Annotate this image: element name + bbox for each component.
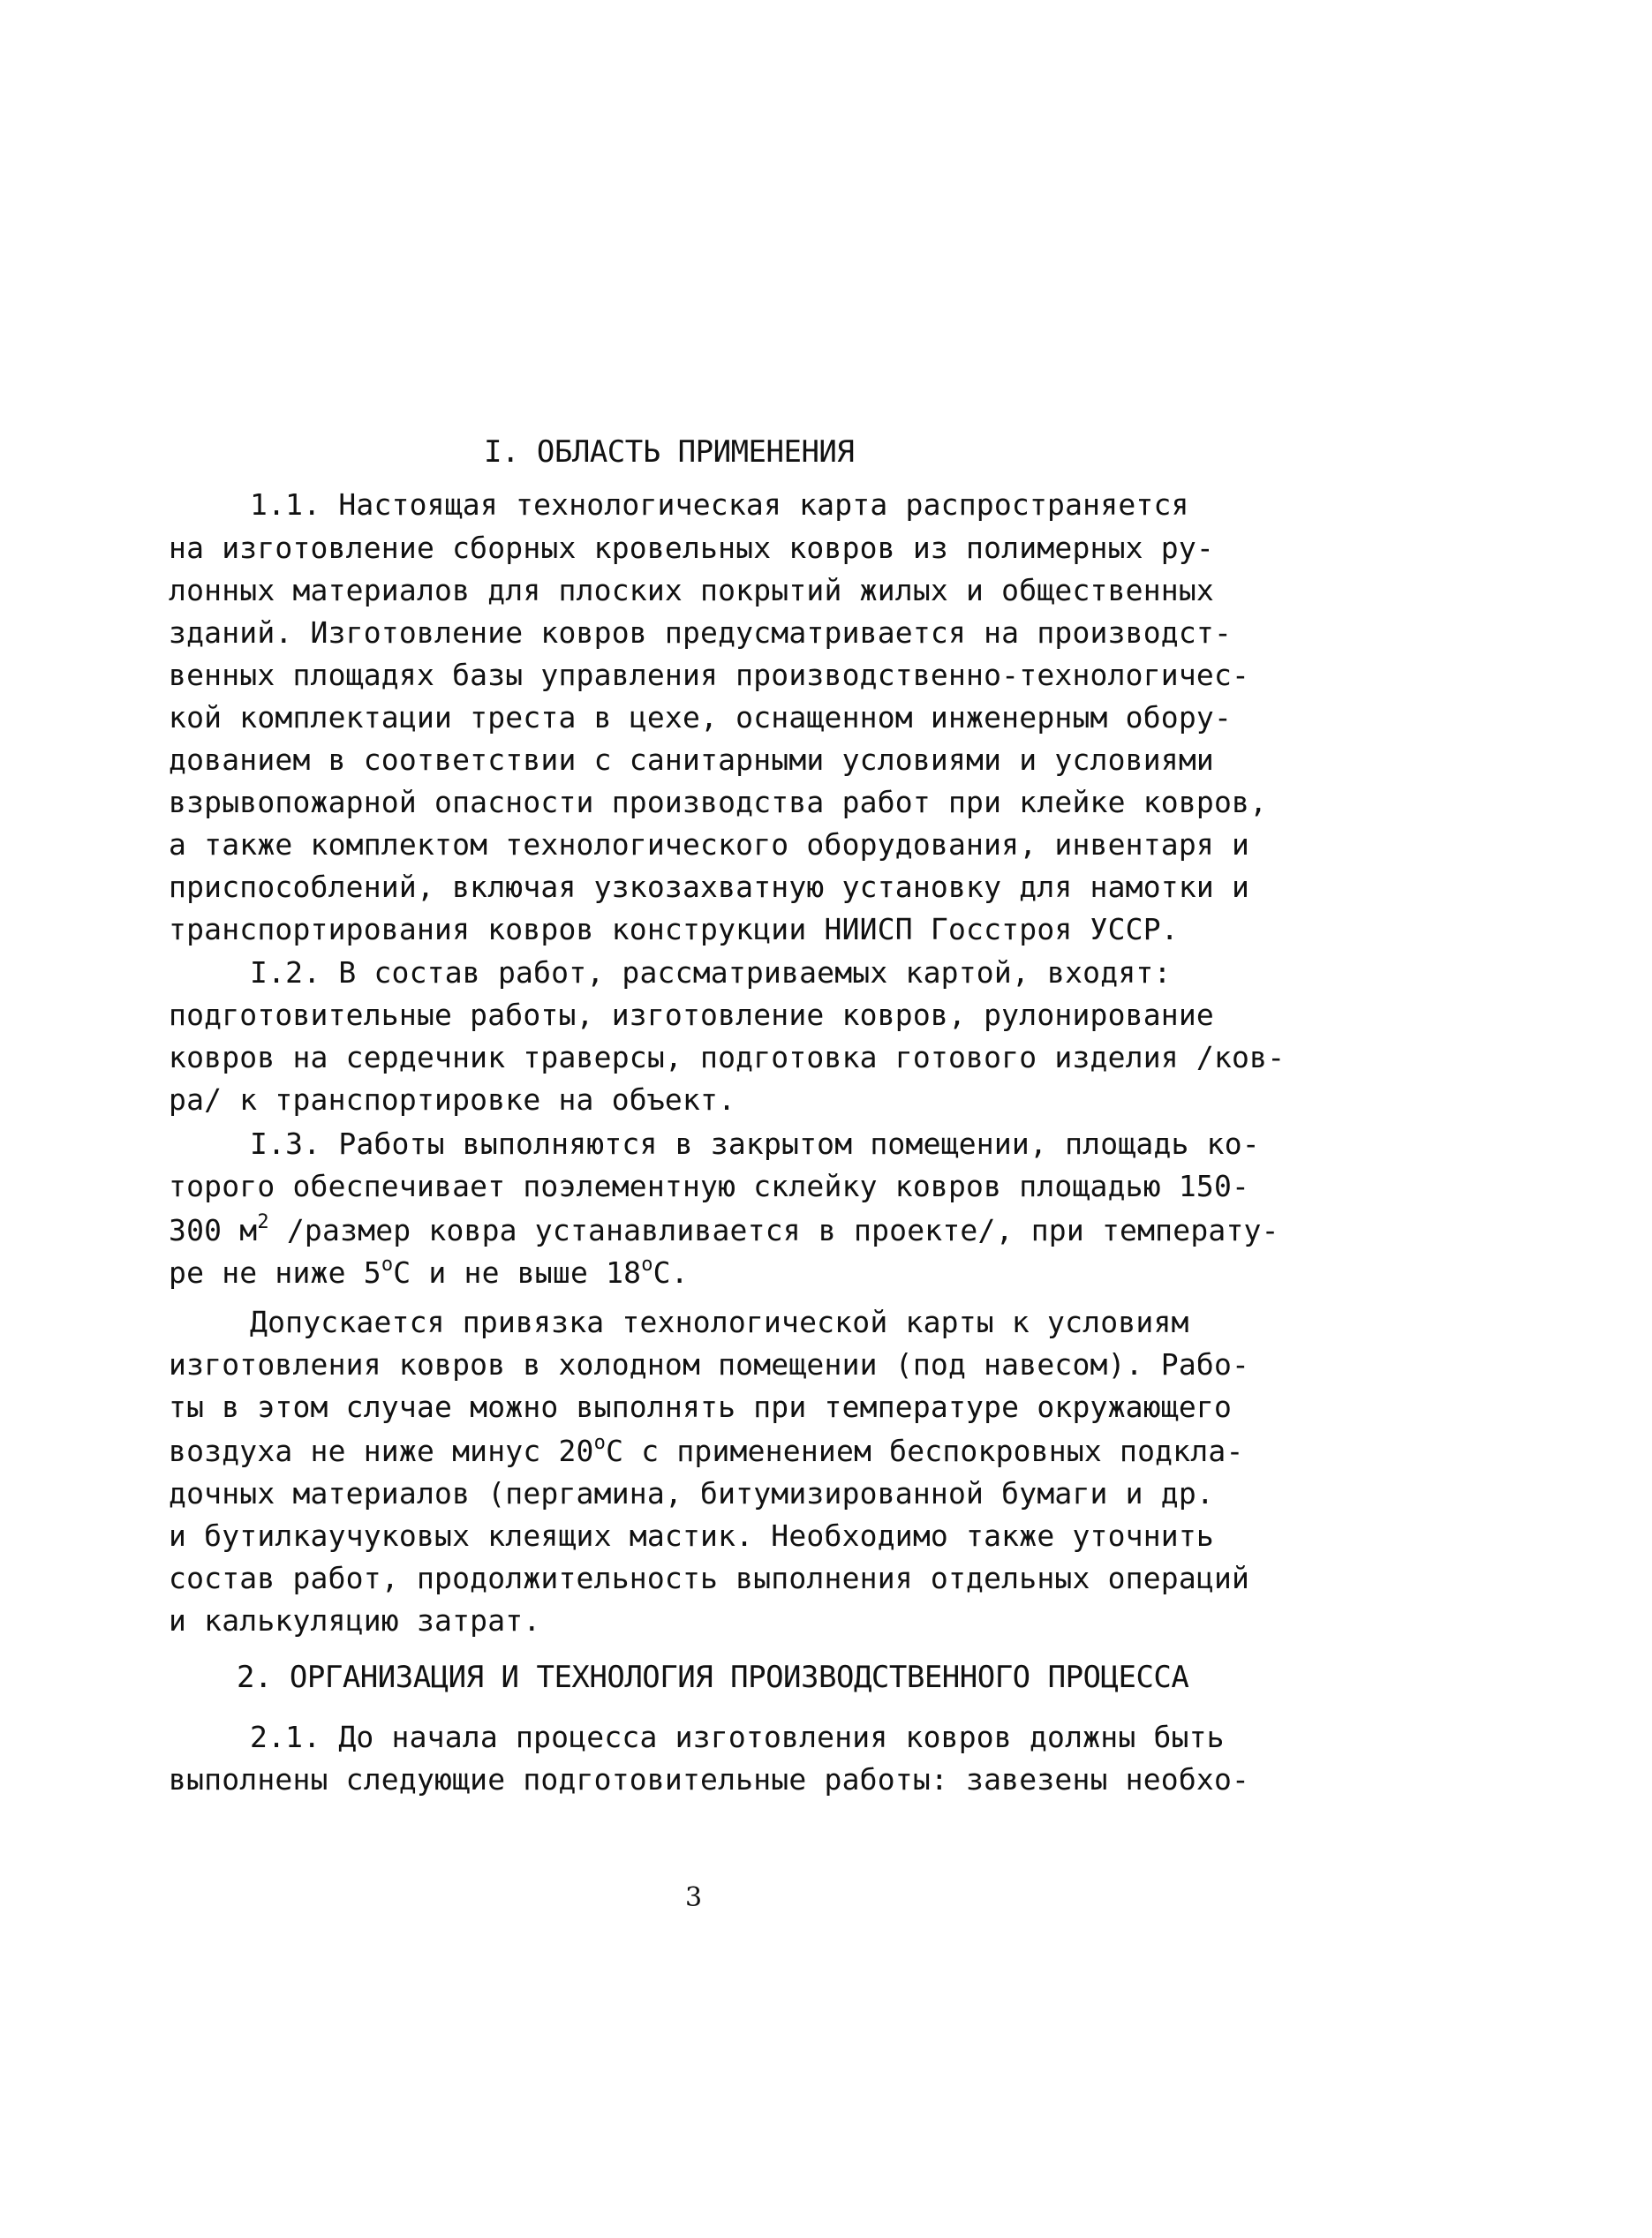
- paragraph-1-4-line: и калькуляцию затрат.: [169, 1603, 541, 1638]
- text-span: /размер ковра устанавливается в проекте/, при температу-: [268, 1213, 1279, 1247]
- paragraph-1-1-line: зданий. Изготовление ковров предусматривается на производст-: [169, 615, 1233, 650]
- section-2-heading: 2. ОРГАНИЗАЦИЯ И ТЕХНОЛОГИЯ ПРОИЗВОДСТВЕННОГО ПРОЦЕССА: [237, 1660, 1189, 1695]
- paragraph-1-2-line: подготовительные работы, изготовление ковров, рулонирование: [169, 998, 1214, 1032]
- paragraph-1-2-line: I.2. В состав работ, рассматриваемых картой, входят:: [250, 955, 1172, 990]
- text-span: С.: [653, 1255, 689, 1290]
- paragraph-1-3-line: [169, 1252, 689, 1294]
- paragraph-1-4-line: и бутилкаучуковых клеящих мастик. Необходимо также уточнить: [169, 1518, 1214, 1553]
- paragraph-1-2-line: ковров на сердечник траверсы, подготовка готового изделия /ков-: [169, 1040, 1286, 1074]
- text-span: ре не ниже 5: [169, 1255, 381, 1290]
- paragraph-2-1-line: выполнены следующие подготовительные работы: завезены необхо-: [169, 1762, 1250, 1797]
- paragraph-1-1-line: приспособлений, включая узкозахватную установку для намотки и: [169, 870, 1250, 904]
- area-value: 300 м: [169, 1213, 258, 1247]
- paragraph-1-4-line: Допускается привязка технологической карты к условиям: [250, 1305, 1189, 1339]
- paragraph-1-3-line: I.3. Работы выполняются в закрытом помещении, площадь ко-: [250, 1127, 1260, 1161]
- paragraph-1-1-line: лонных материалов для плоских покрытий жилых и общественных: [169, 573, 1214, 607]
- paragraph-2-1-line: 2.1. До начала процесса изготовления ковров должны быть: [250, 1720, 1225, 1754]
- text-span: С с применением беспокровных подкла-: [606, 1434, 1244, 1468]
- paragraph-1-4-line: изготовления ковров в холодном помещении (под навесом). Рабо-: [169, 1347, 1250, 1382]
- superscript: 2: [257, 1211, 269, 1233]
- section-1-heading: I. ОБЛАСТЬ ПРИМЕНЕНИЯ: [484, 434, 855, 470]
- degree-sign: о: [381, 1254, 394, 1276]
- paragraph-1-1-line: кой комплектации треста в цехе, оснащенном инженерным обору-: [169, 700, 1233, 735]
- paragraph-1-3-line: [169, 1209, 1279, 1252]
- paragraph-1-1-line: дованием в соответствии с санитарными условиями и условиями: [169, 742, 1214, 777]
- text-span: С и не выше 18: [393, 1255, 642, 1290]
- paragraph-1-3-line: торого обеспечивает поэлементную склейку ковров площадью 150-: [169, 1169, 1250, 1203]
- paragraph-1-1-line: взрывопожарной опасности производства работ при клейке ковров,: [169, 785, 1268, 819]
- text-span: воздуха не ниже минус 20: [169, 1434, 594, 1468]
- paragraph-1-2-line: ра/ к транспортировке на объект.: [169, 1082, 736, 1117]
- paragraph-1-1-line: на изготовление сборных кровельных ковров из полимерных ру-: [169, 531, 1214, 565]
- degree-sign: о: [641, 1254, 653, 1276]
- paragraph-1-4-line: ты в этом случае можно выполнять при температуре окружающего: [169, 1390, 1233, 1424]
- degree-sign: о: [593, 1432, 607, 1454]
- paragraph-1-1-line: транспортирования ковров конструкции НИИСП Госстроя УССР.: [169, 912, 1179, 946]
- paragraph-1-4-line: [169, 1430, 1244, 1473]
- paragraph-1-1-line: венных площадях базы управления производственно-технологичес-: [169, 658, 1250, 692]
- paragraph-1-4-line: дочных материалов (пергамина, битумизированной бумаги и др.: [169, 1476, 1214, 1511]
- paragraph-1-1-line: а также комплектом технологического оборудования, инвентаря и: [169, 827, 1250, 862]
- page-number: 3: [685, 1882, 703, 1913]
- paragraph-1-4-line: состав работ, продолжительность выполнения отдельных операций: [169, 1561, 1250, 1595]
- paragraph-1-1-line: 1.1. Настоящая технологическая карта распространяется: [250, 487, 1189, 522]
